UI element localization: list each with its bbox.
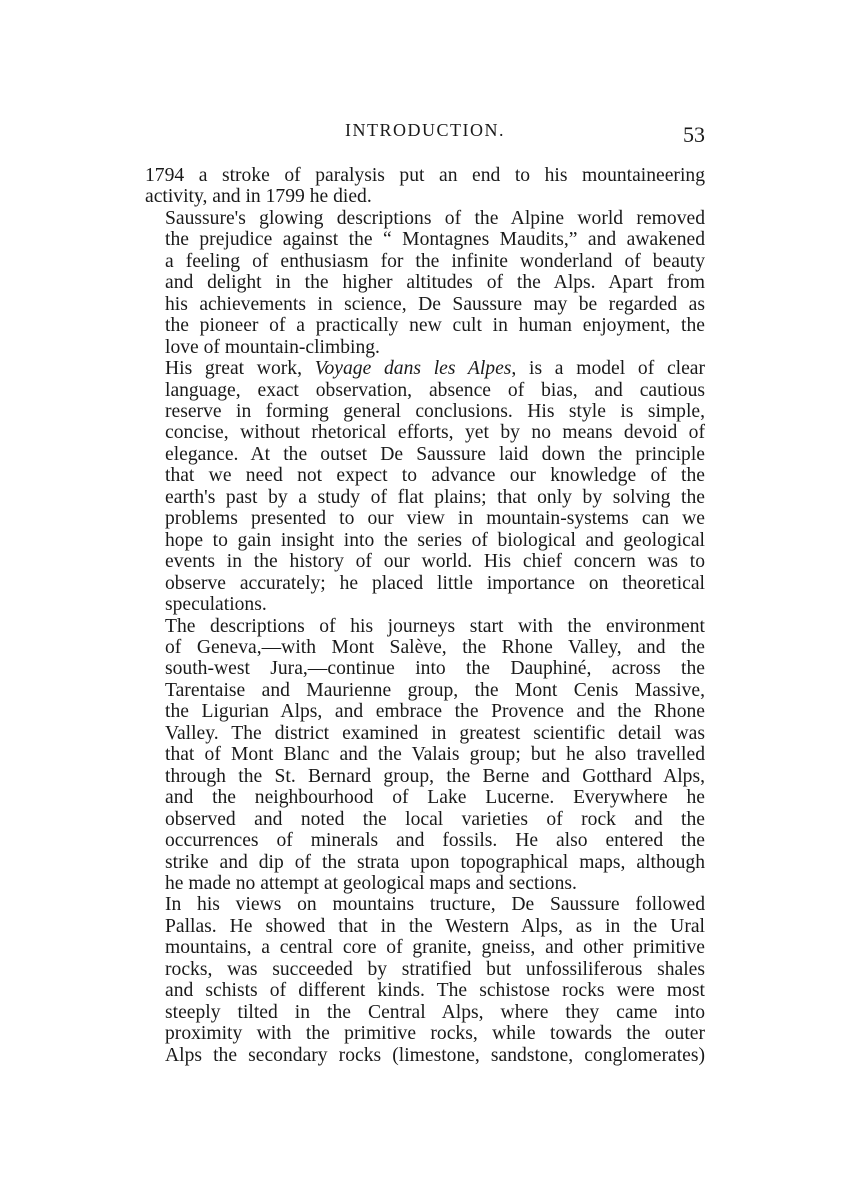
text-line: language, exact observation, absence of bias, and cautious: [165, 379, 705, 401]
text-line: mountains, a central core of granite, gneiss, and other primitive: [165, 937, 705, 959]
text-line: Valley. The district examined in greatest scientific detail was: [165, 722, 705, 744]
text-line: strike and dip of the strata upon topographical maps, although: [165, 851, 705, 873]
paragraph: [145, 358, 705, 615]
body-text: [145, 165, 705, 1066]
text-line: Tarentaise and Maurienne group, the Mont Cenis Massive,: [165, 679, 705, 701]
text-line: that of Mont Blanc and the Valais group; but he also travelled: [165, 744, 705, 766]
paragraph: [145, 208, 705, 358]
text-line: love of mountain-climbing.: [165, 336, 380, 358]
text-line: activity, and in 1799 he died.: [145, 186, 372, 208]
text-line: observed and noted the local varieties of rock and the: [165, 808, 705, 830]
text-line: his achievements in science, De Saussure may be regarded as: [165, 293, 705, 315]
text-line: occurrences of minerals and fossils. He also entered the: [165, 830, 705, 852]
paragraph: [145, 165, 705, 208]
text-line: he made no attempt at geological maps and sections.: [165, 872, 577, 894]
text-line: speculations.: [165, 594, 267, 616]
book-title-italic: Voyage dans les Alpes: [314, 358, 512, 380]
text-line: rocks, was succeeded by stratified but unfossiliferous shales: [165, 958, 705, 980]
text-line: south-west Jura,—continue into the Dauphiné, across the: [165, 658, 705, 680]
page-header: [145, 118, 705, 148]
page-number: 53: [683, 122, 705, 147]
text-line: the prejudice against the “ Montagnes Maudits,” and awakened: [165, 229, 705, 251]
text-line: steeply tilted in the Central Alps, where they came into: [165, 1001, 705, 1023]
text-line: the pioneer of a practically new cult in human enjoyment, the: [165, 315, 705, 337]
text-line: and schists of different kinds. The schistose rocks were most: [165, 980, 705, 1002]
running-title: INTRODUCTION.: [345, 120, 505, 140]
text-line: Saussure's glowing descriptions of the Alpine world removed: [165, 207, 705, 229]
text-line: earth's past by a study of flat plains; that only by solving the: [165, 486, 705, 508]
text-line: through the St. Bernard group, the Berne and Gotthard Alps,: [165, 765, 705, 787]
paragraph: [145, 894, 705, 1066]
text-line: events in the history of our world. His chief concern was to: [165, 551, 705, 573]
text-line: proximity with the primitive rocks, while towards the outer: [165, 1023, 705, 1045]
text-line: In his views on mountains tructure, De Saussure followed: [165, 894, 705, 916]
text-line: Alps the secondary rocks (limestone, sandstone, conglomerates): [165, 1044, 705, 1066]
text-line: His great work, Voyage dans les Alpes, is a model of clear: [165, 358, 706, 380]
text-line: concise, without rhetorical efforts, yet by no means devoid of: [165, 422, 705, 444]
text-line: Pallas. He showed that in the Western Alps, as in the Ural: [165, 915, 705, 937]
text-line: and the neighbourhood of Lake Lucerne. Everywhere he: [165, 787, 705, 809]
text-line: observe accurately; he placed little importance on theoretical: [165, 572, 705, 594]
text-line: elegance. At the outset De Saussure laid down the principle: [165, 443, 705, 465]
text-line: problems presented to our view in mountain-systems can we: [165, 508, 705, 530]
text-line: hope to gain insight into the series of biological and geological: [165, 529, 705, 551]
text-line: 1794 a stroke of paralysis put an end to his mountaineering: [145, 165, 705, 186]
text-line: The descriptions of his journeys start with the environment: [165, 615, 705, 637]
text-line: the Ligurian Alps, and embrace the Provence and the Rhone: [165, 701, 705, 723]
text-line: reserve in forming general conclusions. His style is simple,: [165, 400, 705, 422]
paragraph: [145, 616, 705, 895]
text-line: and delight in the higher altitudes of the Alps. Apart from: [165, 272, 705, 294]
text-line: a feeling of enthusiasm for the infinite wonderland of beauty: [165, 250, 705, 272]
text-line: of Geneva,—with Mont Salève, the Rhone Valley, and the: [165, 636, 705, 658]
text-line: that we need not expect to advance our knowledge of the: [165, 465, 705, 487]
